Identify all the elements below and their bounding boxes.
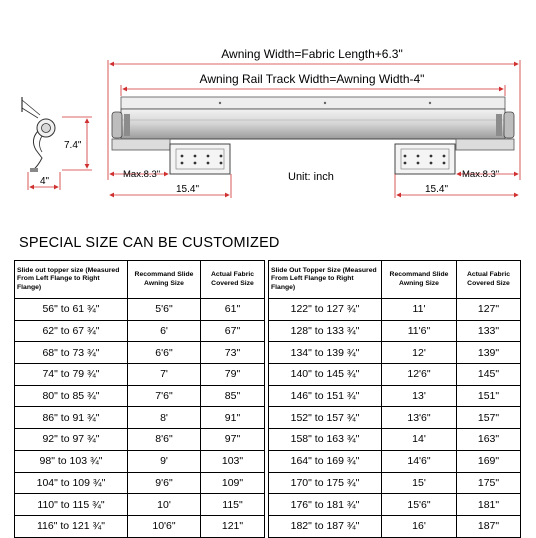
topper-size-cell: 146" to 151 ¾" xyxy=(269,385,382,407)
table-row xyxy=(269,342,521,364)
topper-size-cell: 92" to 97 ¾" xyxy=(15,429,128,451)
fabric-size-cell: 85" xyxy=(201,385,265,407)
table-row xyxy=(269,364,521,386)
topper-size-cell: 104" to 109 ¾" xyxy=(15,472,128,494)
table-header-row xyxy=(15,261,265,299)
topper-size-cell: 86" to 91 ¾" xyxy=(15,407,128,429)
topper-size-cell: 98" to 103 ¾" xyxy=(15,450,128,472)
topper-size-cell: 152" to 157 ¾" xyxy=(269,407,382,429)
table-row xyxy=(269,320,521,342)
size-table-left xyxy=(14,260,265,538)
table-row xyxy=(269,472,521,494)
awning-size-cell: 8' xyxy=(128,407,201,429)
awning-size-cell: 12'6" xyxy=(382,364,457,386)
size-table-right xyxy=(268,260,521,538)
fabric-size-cell: 187" xyxy=(457,515,521,537)
fabric-size-cell: 181" xyxy=(457,494,521,516)
topper-size-cell: 56" to 61 ¾" xyxy=(15,299,128,321)
awning-size-cell: 11' xyxy=(382,299,457,321)
topper-size-cell: 134" to 139 ¾" xyxy=(269,342,382,364)
section-title: SPECIAL SIZE CAN BE CUSTOMIZED xyxy=(19,235,280,251)
column-header-awning-size: Recommand Slide Awning Size xyxy=(382,261,457,299)
awning-size-cell: 16' xyxy=(382,515,457,537)
awning-size-cell: 9' xyxy=(128,450,201,472)
topper-size-cell: 110" to 115 ¾" xyxy=(15,494,128,516)
fabric-size-cell: 115" xyxy=(201,494,265,516)
table-row xyxy=(15,515,265,537)
table-row xyxy=(15,494,265,516)
topper-size-cell: 140" to 145 ¾" xyxy=(269,364,382,386)
table-row xyxy=(269,494,521,516)
awning-size-cell: 6'6" xyxy=(128,342,201,364)
awning-size-cell: 11'6" xyxy=(382,320,457,342)
awning-size-cell: 10'6" xyxy=(128,515,201,537)
fabric-size-cell: 79" xyxy=(201,364,265,386)
awning-size-cell: 14'6" xyxy=(382,450,457,472)
unit-label: Unit: inch xyxy=(288,171,334,183)
table-row xyxy=(269,385,521,407)
fabric-size-cell: 151" xyxy=(457,385,521,407)
height-label: 7.4" xyxy=(64,140,82,151)
fabric-size-cell: 121" xyxy=(201,515,265,537)
awning-size-cell: 14' xyxy=(382,429,457,451)
topper-size-cell: 122" to 127 ¾" xyxy=(269,299,382,321)
table-row xyxy=(15,407,265,429)
topper-size-cell: 80" to 85 ¾" xyxy=(15,385,128,407)
max-right-label: Max.8.3" xyxy=(462,169,500,180)
table-row xyxy=(15,342,265,364)
topper-size-cell: 62" to 67 ¾" xyxy=(15,320,128,342)
table-row xyxy=(269,515,521,537)
fabric-size-cell: 139" xyxy=(457,342,521,364)
fabric-size-cell: 97" xyxy=(201,429,265,451)
fabric-size-cell: 175" xyxy=(457,472,521,494)
awning-size-cell: 7' xyxy=(128,364,201,386)
column-header-fabric-size: Actual Fabric Covered Size xyxy=(201,261,265,299)
column-header-topper-size: Slide out topper size (Measured From Left Flange to Right Flange) xyxy=(15,261,128,299)
fabric-size-cell: 145" xyxy=(457,364,521,386)
column-header-topper-size: Slide Out Topper Size (Measured From Left Flange to Right Flange) xyxy=(269,261,382,299)
awning-width-label: Awning Width=Fabric Length+6.3" xyxy=(221,47,403,61)
awning-roll xyxy=(112,97,514,139)
topper-size-cell: 116" to 121 ¾" xyxy=(15,515,128,537)
topper-size-cell: 128" to 133 ¾" xyxy=(269,320,382,342)
awning-size-cell: 15'6" xyxy=(382,494,457,516)
fabric-size-cell: 67" xyxy=(201,320,265,342)
topper-size-cell: 170" to 175 ¾" xyxy=(269,472,382,494)
awning-dimension-diagram xyxy=(0,0,536,210)
max-left-label: Max.8.3" xyxy=(123,169,161,180)
table-row xyxy=(15,385,265,407)
awning-size-cell: 10' xyxy=(128,494,201,516)
table-row xyxy=(269,450,521,472)
awning-size-cell: 15' xyxy=(382,472,457,494)
topper-size-cell: 182" to 187 ¾" xyxy=(269,515,382,537)
topper-size-cell: 68" to 73 ¾" xyxy=(15,342,128,364)
topper-size-cell: 176" to 181 ¾" xyxy=(269,494,382,516)
fabric-size-cell: 163" xyxy=(457,429,521,451)
awning-size-cell: 9'6" xyxy=(128,472,201,494)
bracket-offset-label: 4" xyxy=(40,176,50,187)
rail-track-label: Awning Rail Track Width=Awning Width-4" xyxy=(199,72,425,86)
table-row xyxy=(269,299,521,321)
fabric-size-cell: 61" xyxy=(201,299,265,321)
awning-size-cell: 13'6" xyxy=(382,407,457,429)
topper-size-cell: 158" to 163 ¾" xyxy=(269,429,382,451)
bracket-width-right-label: 15.4" xyxy=(425,184,449,195)
fabric-size-cell: 127" xyxy=(457,299,521,321)
fabric-size-cell: 103" xyxy=(201,450,265,472)
rail-track-dimension xyxy=(121,72,505,96)
fabric-size-cell: 157" xyxy=(457,407,521,429)
size-table-right-body xyxy=(269,299,521,538)
fabric-size-cell: 91" xyxy=(201,407,265,429)
fabric-size-cell: 133" xyxy=(457,320,521,342)
table-row xyxy=(15,364,265,386)
table-row xyxy=(269,429,521,451)
table-row xyxy=(15,320,265,342)
table-row xyxy=(15,450,265,472)
fabric-size-cell: 73" xyxy=(201,342,265,364)
table-row xyxy=(15,472,265,494)
table-header-row xyxy=(269,261,521,299)
awning-size-cell: 13' xyxy=(382,385,457,407)
bracket-width-left-label: 15.4" xyxy=(176,184,200,195)
column-header-awning-size: Recommand Slide Awning Size xyxy=(128,261,201,299)
awning-size-cell: 7'6" xyxy=(128,385,201,407)
size-table-left-body xyxy=(15,299,265,538)
awning-size-cell: 5'6" xyxy=(128,299,201,321)
table-row xyxy=(15,299,265,321)
awning-size-cell: 6' xyxy=(128,320,201,342)
column-header-fabric-size: Actual Fabric Covered Size xyxy=(457,261,521,299)
height-dimension xyxy=(62,117,92,170)
topper-size-cell: 164" to 169 ¾" xyxy=(269,450,382,472)
fabric-size-cell: 169" xyxy=(457,450,521,472)
topper-size-cell: 74" to 79 ¾" xyxy=(15,364,128,386)
bracket-offset-dimension xyxy=(28,172,60,190)
fabric-size-cell: 109" xyxy=(201,472,265,494)
table-row xyxy=(15,429,265,451)
awning-size-cell: 8'6" xyxy=(128,429,201,451)
table-row xyxy=(269,407,521,429)
awning-size-cell: 12' xyxy=(382,342,457,364)
side-profile-view xyxy=(22,97,55,172)
